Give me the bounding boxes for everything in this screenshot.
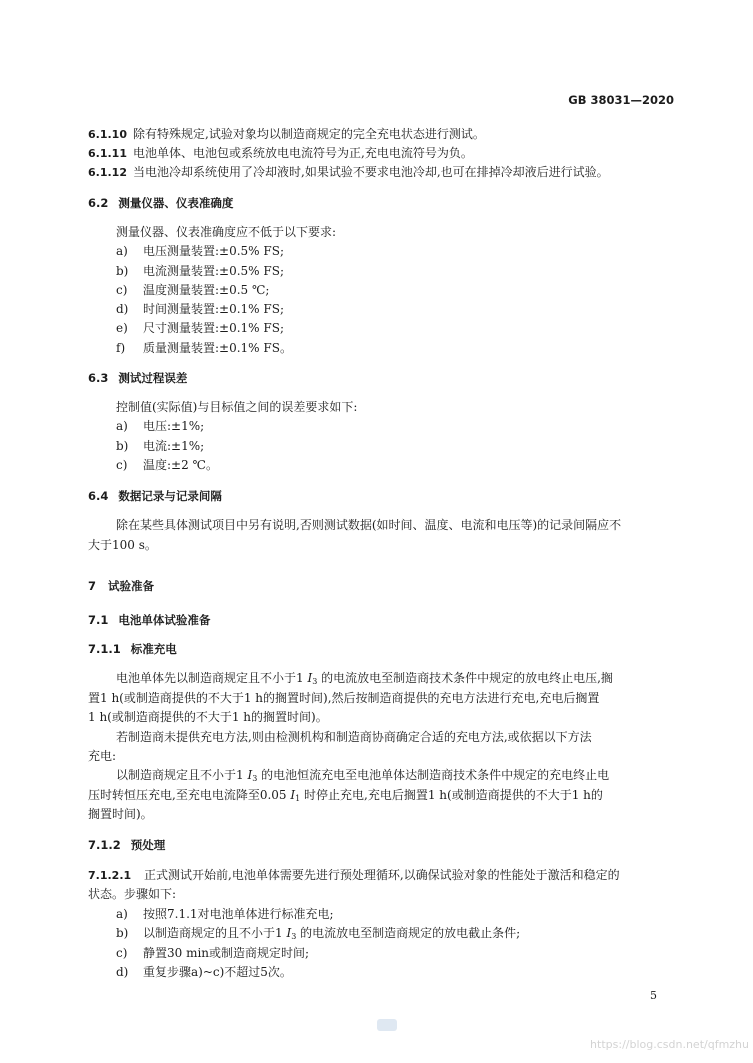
list-label: b) <box>116 926 129 940</box>
page-number: 5 <box>650 989 657 1002</box>
list-label: a) <box>116 244 128 258</box>
heading-title: 电池单体试验准备 <box>118 613 211 627</box>
heading-6-3 <box>88 370 187 386</box>
heading-6-4 <box>88 488 222 504</box>
clause-6-1-12 <box>88 164 609 181</box>
heading-number: 6.2 <box>88 196 109 210</box>
list-item <box>116 906 334 922</box>
heading-title: 预处理 <box>130 838 166 852</box>
list-label: d) <box>116 965 129 979</box>
heading-7-1 <box>88 612 210 628</box>
heading-7 <box>88 578 154 594</box>
current-symbol: I <box>307 671 313 685</box>
text-run: 以制造商规定且不小于1 <box>116 768 248 782</box>
clause-text: 当电池冷却系统使用了冷却液时,如果试验不要求电池冷却,也可在排掉冷却液后进行试验。 <box>133 165 609 179</box>
list-label: e) <box>116 321 128 335</box>
clause-6-1-11 <box>88 145 473 162</box>
list-text: 时间测量装置:±0.1% FS; <box>143 302 284 316</box>
list-label: b) <box>116 264 129 278</box>
list-label: a) <box>116 419 128 433</box>
paragraph-line: 除在某些具体测试项目中另有说明,否则测试数据(如时间、温度、电流和电压等)的记录间隔应不 <box>116 518 622 532</box>
text-run: 的电流放电至制造商技术条件中规定的放电终止电压,搁 <box>317 671 613 685</box>
text-run: 的电池恒流充电至电池单体达制造商技术条件中规定的充电终止电 <box>257 768 610 782</box>
heading-7-1-1 <box>88 641 177 657</box>
heading-number: 7.1.1 <box>88 642 121 656</box>
list-item <box>116 418 204 434</box>
clause-number: 6.1.12 <box>88 166 127 179</box>
paragraph-line: 搁置时间)。 <box>88 807 153 821</box>
heading-number: 7 <box>88 579 97 593</box>
current-subscript: 3 <box>252 774 258 783</box>
watermark-url: https://blog.csdn.net/qfmzhu <box>590 1038 749 1051</box>
current-symbol: I <box>290 788 296 802</box>
list-item <box>116 925 520 945</box>
list-label: c) <box>116 946 128 960</box>
list-label: a) <box>116 907 128 921</box>
list-text: 电流:±1%; <box>143 439 205 453</box>
list-item <box>116 263 284 279</box>
heading-title: 测试过程误差 <box>118 371 188 385</box>
paragraph-line <box>88 787 603 807</box>
clause-number: 6.1.11 <box>88 147 127 160</box>
list-item <box>116 457 218 473</box>
clause-text: 除有特殊规定,试验对象均以制造商规定的完全充电状态进行测试。 <box>133 127 485 141</box>
paragraph-line: 充电: <box>88 749 117 763</box>
clause-text: 正式测试开始前,电池单体需要先进行预处理循环,以确保试验对象的性能处于激活和稳定的 <box>144 868 620 882</box>
current-subscript: 1 <box>295 794 301 803</box>
heading-number: 6.4 <box>88 489 109 503</box>
heading-title: 数据记录与记录间隔 <box>118 489 222 503</box>
paragraph-6-2-intro: 测量仪器、仪表准确度应不低于以下要求: <box>116 225 337 239</box>
list-item <box>116 964 292 980</box>
heading-6-2 <box>88 195 233 211</box>
list-text: 电流测量装置:±0.5% FS; <box>143 264 284 278</box>
clause-number: 6.1.10 <box>88 128 127 141</box>
current-symbol: I <box>286 926 292 940</box>
heading-title: 试验准备 <box>108 579 155 593</box>
list-text: 质量测量装置:±0.1% FS。 <box>143 341 292 355</box>
text-run: 压时转恒压充电,至充电电流降至0.05 <box>88 788 291 802</box>
clause-7-1-2-1 <box>88 867 620 884</box>
list-label: c) <box>116 458 128 472</box>
clause-number: 7.1.2.1 <box>88 869 132 882</box>
text-run: 时停止充电,充电后搁置1 h(或制造商提供的不大于1 h的 <box>300 788 603 802</box>
list-text: 重复步骤a)~c)不超过5次。 <box>143 965 292 979</box>
heading-number: 7.1 <box>88 613 109 627</box>
list-item <box>116 438 204 454</box>
list-text: 尺寸测量装置:±0.1% FS; <box>143 321 284 335</box>
standard-code: GB 38031—2020 <box>568 93 674 107</box>
list-label: b) <box>116 439 129 453</box>
publisher-logo-icon <box>377 1019 397 1031</box>
heading-number: 7.1.2 <box>88 838 121 852</box>
clause-6-1-10 <box>88 126 485 143</box>
list-text: 按照7.1.1对电池单体进行标准充电; <box>143 907 334 921</box>
heading-number: 6.3 <box>88 371 109 385</box>
list-text: 电压测量装置:±0.5% FS; <box>143 244 284 258</box>
list-item <box>116 340 292 356</box>
current-subscript: 3 <box>312 677 318 686</box>
list-label: f) <box>116 341 126 355</box>
list-text: 的电流放电至制造商规定的放电截止条件; <box>296 926 521 940</box>
heading-title: 测量仪器、仪表准确度 <box>118 196 234 210</box>
paragraph-line: 若制造商未提供充电方法,则由检测机构和制造商协商确定合适的充电方法,或依据以下方法 <box>116 730 592 744</box>
paragraph-6-3-intro: 控制值(实际值)与目标值之间的误差要求如下: <box>116 400 358 414</box>
list-item <box>116 243 284 259</box>
list-item <box>116 301 284 317</box>
list-text: 以制造商规定的且不小于1 <box>143 926 287 940</box>
current-subscript: 3 <box>291 932 297 941</box>
heading-title: 标准充电 <box>130 642 177 656</box>
clause-text: 电池单体、电池包或系统放电电流符号为正,充电电流符号为负。 <box>133 146 473 160</box>
paragraph-line <box>116 670 613 690</box>
list-text: 温度:±2 ℃。 <box>143 458 218 472</box>
paragraph-line: 状态。步骤如下: <box>88 887 177 901</box>
list-item <box>116 282 269 298</box>
paragraph-line <box>116 767 609 787</box>
list-label: d) <box>116 302 129 316</box>
current-symbol: I <box>247 768 253 782</box>
list-text: 温度测量装置:±0.5 ℃; <box>143 283 270 297</box>
heading-7-1-2 <box>88 837 165 853</box>
list-item <box>116 945 309 961</box>
list-label: c) <box>116 283 128 297</box>
list-item <box>116 320 284 336</box>
paragraph-line: 大于100 s。 <box>88 538 157 552</box>
paragraph-line: 置1 h(或制造商提供的不大于1 h的搁置时间),然后按制造商提供的充电方法进行充电,充电后搁置 <box>88 691 600 705</box>
list-text: 电压:±1%; <box>143 419 205 433</box>
list-text: 静置30 min或制造商规定时间; <box>143 946 310 960</box>
paragraph-line: 1 h(或制造商提供的不大于1 h的搁置时间)。 <box>88 710 328 724</box>
text-run: 电池单体先以制造商规定且不小于1 <box>116 671 308 685</box>
